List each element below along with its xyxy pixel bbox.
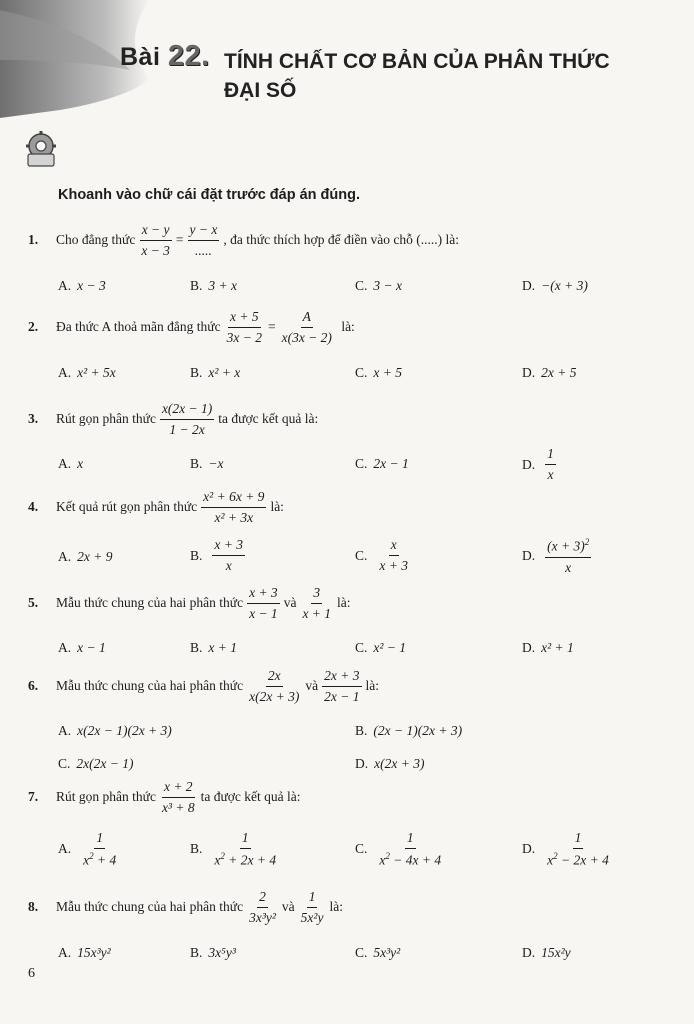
option-1d[interactable]: D. −(x + 3) (522, 278, 588, 293)
option-7c[interactable]: C. 1 $x^2 - 4x + 4$ (355, 830, 442, 868)
option-1b[interactable]: B. 3 + x (190, 278, 237, 293)
option-7b[interactable]: B. 1 $x^2 + 2x + 4$ (190, 830, 277, 868)
option-8d[interactable]: D. 15x²y (522, 945, 571, 960)
option-8a[interactable]: A. 15x³y² (58, 945, 111, 960)
option-4b[interactable]: B. x + 3 x (190, 537, 243, 573)
question-3: 3. Rút gọn phân thức x(2x − 1) 1 − 2x ta được kết quả là: (28, 400, 319, 437)
option-1a[interactable]: A. x − 3 (58, 278, 106, 293)
option-8c[interactable]: C. 5x³y² (355, 945, 401, 960)
option-7d[interactable]: D. 1 $x^2 - 2x + 4$ (522, 830, 609, 868)
option-1c[interactable]: C. 3 − x (355, 278, 402, 293)
question-7: 7. Rút gọn phân thức x + 2 x³ + 8 ta được kết quả là: (28, 778, 301, 815)
option-2b[interactable]: B. x² + x (190, 365, 241, 380)
lesson-label: Bài 22. (120, 40, 210, 72)
question-6: 6. Mẫu thức chung của hai phân thức 2x x(2x + 3) và 2x + 3 2x − 1 là: (28, 667, 380, 704)
option-5d[interactable]: D. x² + 1 (522, 640, 574, 655)
fraction: x − y x − 3 (141, 221, 170, 258)
question-4: 4. Kết quả rút gọn phân thức x² + 6x + 9 x² + 3x là: (28, 488, 284, 525)
option-2d[interactable]: D. 2x + 5 (522, 365, 577, 380)
instruction: Khoanh vào chữ cái đặt trước đáp án đúng. (58, 187, 361, 203)
option-2c[interactable]: C. x + 5 (355, 365, 402, 380)
question-1: 1. Cho đẳng thức x − y x − 3 = y − x ..... , đa thức thích hợp để điền vào chỗ (.....) là: (28, 221, 460, 258)
question-5: 5. Mẫu thức chung của hai phân thức x + 3 x − 1 và 3 x + 1 là: (28, 584, 351, 621)
question-2: 2. Đa thức A thoả mãn đẳng thức x + 5 3x − 2 = A x(3x − 2) là: (28, 308, 355, 345)
gear-icon (22, 128, 60, 168)
option-5a[interactable]: A. x − 1 (58, 640, 106, 655)
page-number: 6 (28, 966, 35, 981)
page-title: TÍNH CHẤT CƠ BẢN CỦA PHÂN THỨC ĐẠI SỐ (224, 50, 610, 102)
option-6b[interactable]: B. (2x − 1)(2x + 3) (355, 723, 463, 738)
question-8: 8. Mẫu thức chung của hai phân thức 2 3x³y² và 1 5x²y là: (28, 888, 343, 925)
option-4a[interactable]: A. 2x + 9 (58, 549, 113, 564)
option-6d[interactable]: D. x(2x + 3) (355, 756, 425, 771)
lesson-number: 22. (167, 40, 210, 72)
option-3a[interactable]: A. x (58, 456, 84, 471)
option-4c[interactable]: C. x x + 3 (355, 537, 408, 573)
option-8b[interactable]: B. 3x⁵y³ (190, 945, 236, 960)
option-5c[interactable]: C. x² − 1 (355, 640, 407, 655)
option-6a[interactable]: A. x(2x − 1)(2x + 3) (58, 723, 172, 738)
option-3c[interactable]: C. 2x − 1 (355, 456, 409, 471)
option-5b[interactable]: B. x + 1 (190, 640, 237, 655)
option-3b[interactable]: B. −x (190, 456, 224, 471)
option-4d[interactable]: D. $(x + 3)^2$ x (522, 537, 590, 575)
option-6c[interactable]: C. 2x(2x − 1) (58, 756, 134, 771)
fraction: y − x ..... (189, 221, 218, 258)
option-3d[interactable]: D. 1 x (522, 446, 554, 482)
option-7a[interactable]: A. 1 $x^2 + 4$ (58, 830, 117, 868)
option-2a[interactable]: A. x² + 5x (58, 365, 116, 380)
